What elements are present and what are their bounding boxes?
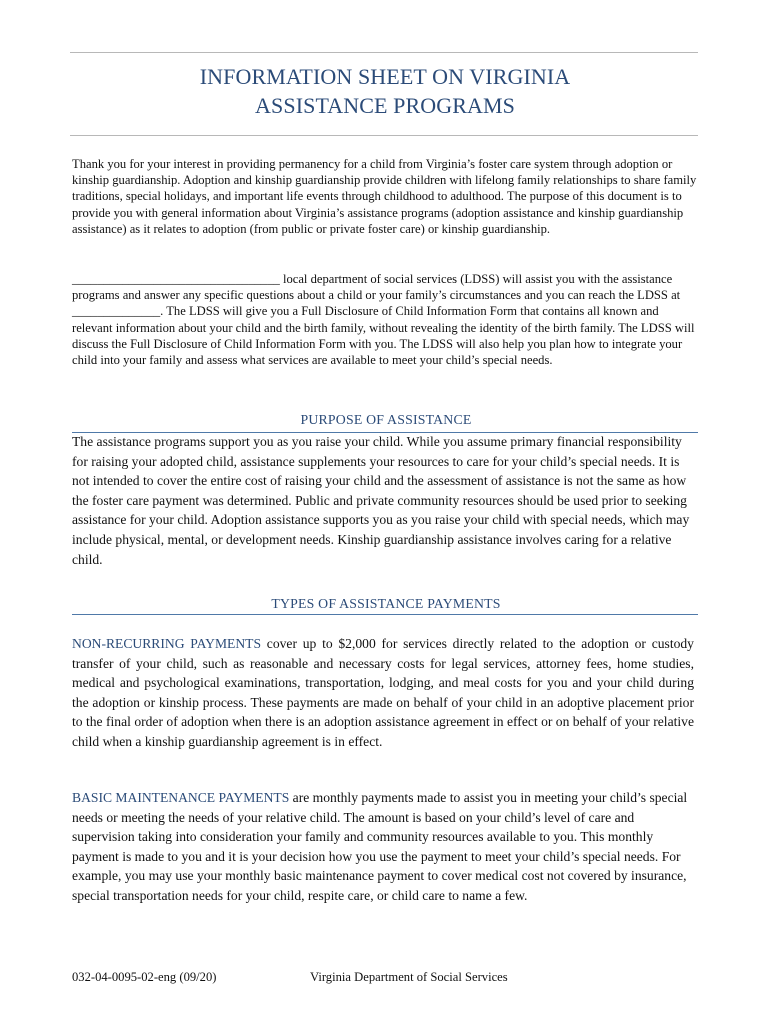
types-heading: TYPES OF ASSISTANCE PAYMENTS — [271, 596, 501, 611]
purpose-paragraph: The assistance programs support you as you raise your child. While you assume primary financial responsibility for raising your adopted child, assistance supplements your resources to care for your child’s special needs. It is not intended to cover the entire cost of raising your child and the assessment of assistance is not the same as how the foster care payment was determined. Public and private community resources should be used prior to seeking assistance for your child. Adoption assistance supports you as you raise your child with special needs, which may include physical, mental, or development needs. Kinship guardianship assistance involves caring for a relative child. — [72, 434, 690, 567]
top-rule — [70, 52, 698, 53]
basic-maintenance-text: are monthly payments made to assist you in meeting your child’s special needs or meeting the needs of your relative child. The amount is based on your child’s level of care and supervision taking into consideration your family and community resources available to you. This monthly payment is made to you and it is your decision how you use the payment to meet your child’s special needs. For example, you may use your monthly basic maintenance payment to cover medical cost not covered by insurance, special transportation needs for your child, respite care, or child care to name a few. — [72, 790, 688, 903]
basic-maintenance-label: BASIC MAINTENANCE PAYMENTS — [72, 790, 290, 805]
title-line-2: ASSISTANCE PROGRAMS — [255, 93, 515, 118]
intro-paragraph: Thank you for your interest in providing permanency for a child from Virginia’s foster care system through adoption or kinship guardianship. Adoption and kinship guardianship provide children with lifelong family relationships to share family traditions, special holidays, and important life events through childhood to adulthood. The purpose of this document is to provide you with general information about Virginia’s assistance programs (adoption assistance and kinship guardianship assistance) as it relates to adoption (from public or private foster care) or kinship guardianship. — [72, 157, 697, 236]
title-rule — [70, 135, 698, 136]
title-line-1: INFORMATION SHEET ON VIRGINIA — [199, 64, 571, 89]
footer-agency: Virginia Department of Social Services — [310, 970, 508, 984]
basic-maintenance-paragraph — [72, 788, 694, 906]
page-title — [70, 62, 700, 120]
nonrecurring-label: NON-RECURRING PAYMENTS — [72, 636, 262, 651]
footer-form-number: 032-04-0095-02-eng (09/20) — [72, 970, 217, 984]
ldss-paragraph: _________________________________ local department of social services (LDSS) will assist you with the assistance programs and answer any specific questions about a child or your family’s circumstances and you can reach the LDSS at ______________. The LDSS will give you a Full Disclosure of Child Information Form that contains all known and relevant information about your child and the birth family, without revealing the identity of the birth family. The LDSS will discuss the Full Disclosure of Child Information Form with you. The LDSS will also help you plan how to integrate your child into your family and assess what services are available to meet your child’s special needs. — [72, 272, 695, 368]
purpose-heading: PURPOSE OF ASSISTANCE — [300, 412, 472, 427]
nonrecurring-paragraph — [72, 634, 694, 752]
nonrecurring-text: cover up to $2,000 for services directly related to the adoption or custody transfer of your child, such as reasonable and necessary costs for legal services, attorney fees, home studies, medical and psychological examinations, transportation, lodging, and meal costs for you and your child during the adoption or kinship process. These payments are made on behalf of your child in an adoptive placement prior to the final order of adoption when there is an adoption assistance agreement in effect or on behalf of your relative child when a kinship guardianship agreement is in effect. — [72, 636, 694, 749]
types-heading-rule — [72, 614, 698, 615]
